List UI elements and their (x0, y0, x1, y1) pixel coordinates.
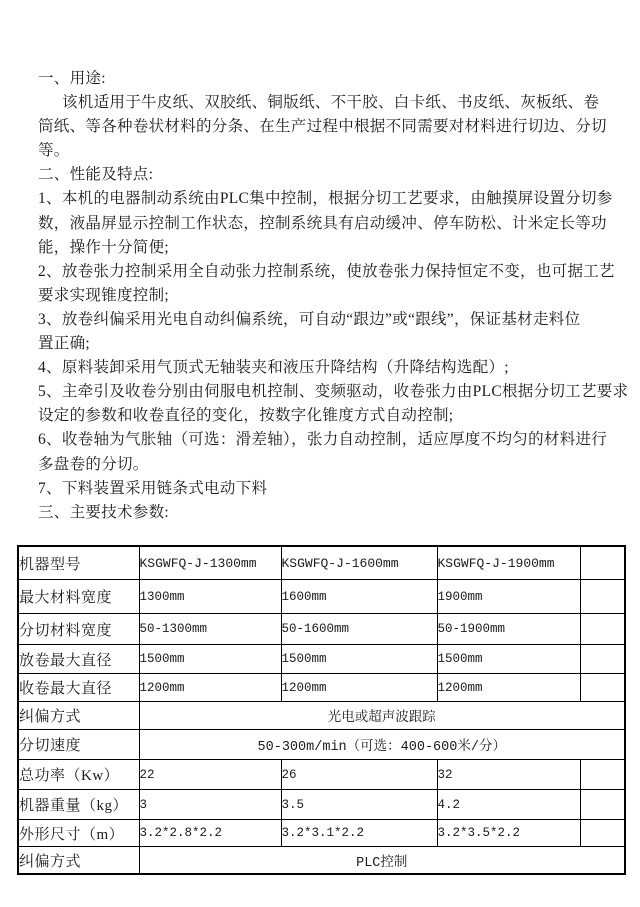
value-cell: 50-1300mm (139, 614, 281, 645)
value-cell: 26 (281, 760, 437, 790)
empty-cell (580, 645, 625, 674)
body-line: 7、下料装置采用链条式电动下料 (38, 479, 268, 497)
empty-cell (580, 674, 625, 702)
specs-table (17, 545, 626, 875)
value-cell: 3 (139, 790, 281, 820)
merged-value-cell: 50-300m/min（可选：400-600米/分） (139, 730, 625, 760)
merged-value-cell: PLC控制 (139, 847, 625, 875)
value-cell: 1200mm (437, 674, 580, 702)
row-label-cell: 分切速度 (18, 730, 139, 760)
table-row (18, 847, 625, 875)
value-cell: 1600mm (281, 580, 437, 614)
empty-cell (580, 546, 625, 580)
table-row (18, 730, 625, 760)
value-cell: 1500mm (139, 645, 281, 674)
value-cell: 50-1600mm (281, 614, 437, 645)
value-cell: 1500mm (437, 645, 580, 674)
empty-cell (580, 760, 625, 790)
table-row (18, 760, 625, 790)
body-line: 6、收卷轴为气胀轴（可选：滑差轴），张力自动控制，适应厚度不均匀的材料进行 (38, 431, 608, 449)
value-cell: KSGWFQ-J-1600mm (281, 546, 437, 580)
body-line: 能，操作十分简便; (38, 238, 170, 256)
empty-cell (580, 580, 625, 614)
value-cell: 1900mm (437, 580, 580, 614)
value-cell: 1300mm (139, 580, 281, 614)
body-line: 等。 (38, 142, 70, 160)
value-cell: 3.5 (281, 790, 437, 820)
table-row (18, 580, 625, 614)
table-row (18, 674, 625, 702)
row-label-cell: 纠偏方式 (18, 847, 139, 875)
table-row (18, 820, 625, 847)
row-label-cell: 机器重量（kg） (18, 790, 139, 820)
row-label-cell: 最大材料宽度 (18, 580, 139, 614)
empty-cell (580, 614, 625, 645)
document-body (38, 67, 629, 525)
empty-cell (580, 820, 625, 847)
body-line: 1、本机的电器制动系统由PLC集中控制，根据分切工艺要求，由触摸屏设置分切参 (38, 190, 613, 208)
row-label-cell: 总功率（Kw） (18, 760, 139, 790)
table-row (18, 645, 625, 674)
body-line: 三、主要技术参数: (38, 503, 170, 521)
body-line: 数，液晶屏显示控制工作状态，控制系统具有启动缓冲、停车防松、计米定长等功 (38, 214, 607, 232)
body-line: 多盘卷的分切。 (38, 455, 149, 473)
body-line: 4、原料装卸采用气顶式无轴装夹和液压升降结构（升降结构选配）; (38, 359, 509, 377)
body-line: 2、放卷张力控制采用全自动张力控制系统，使放卷张力保持恒定不变，也可据工艺 (38, 262, 615, 280)
empty-cell (580, 790, 625, 820)
row-label-cell: 纠偏方式 (18, 702, 139, 730)
value-cell: 1200mm (281, 674, 437, 702)
row-label-cell: 机器型号 (18, 546, 139, 580)
row-label-cell: 放卷最大直径 (18, 645, 139, 674)
body-line: 要求实现锥度控制; (38, 286, 170, 304)
value-cell: 22 (139, 760, 281, 790)
value-cell: 1500mm (281, 645, 437, 674)
value-cell: 50-1900mm (437, 614, 580, 645)
body-line: 二、性能及特点: (38, 166, 154, 184)
body-line: 5、主牵引及收卷分别由伺服电机控制、变频驱动，收卷张力由PLC根据分切工艺要求 (38, 383, 629, 401)
specs-table-body (18, 546, 625, 874)
row-label-cell: 收卷最大直径 (18, 674, 139, 702)
value-cell: 4.2 (437, 790, 580, 820)
value-cell: 1200mm (139, 674, 281, 702)
body-line: 筒纸、等各种卷状材料的分条、在生产过程中根据不同需要对材料进行切边、分切 (38, 118, 607, 136)
body-line: 设定的参数和收卷直径的变化，按数字化锥度方式自动控制; (38, 407, 454, 425)
value-cell: KSGWFQ-J-1300mm (139, 546, 281, 580)
value-cell: KSGWFQ-J-1900mm (437, 546, 580, 580)
table-row (18, 790, 625, 820)
value-cell: 32 (437, 760, 580, 790)
body-line: 一、用途: (38, 70, 106, 87)
row-label-cell: 外形尺寸（m） (18, 820, 139, 847)
merged-value-cell: 光电或超声波跟踪 (139, 702, 625, 730)
row-label-cell: 分切材料宽度 (18, 614, 139, 645)
body-line: 3、放卷纠偏采用光电自动纠偏系统，可自动“跟边”或“跟线”，保证基材走料位 (38, 310, 581, 328)
body-line: 置正确; (38, 335, 91, 353)
table-row (18, 546, 625, 580)
table-row (18, 702, 625, 730)
table-row (18, 614, 625, 645)
value-cell: 3.2*2.8*2.2 (139, 820, 281, 847)
value-cell: 3.2*3.5*2.2 (437, 820, 580, 847)
body-line: 该机适用于牛皮纸、双胶纸、铜版纸、不干胶、白卡纸、书皮纸、灰板纸、卷 (62, 94, 600, 112)
value-cell: 3.2*3.1*2.2 (281, 820, 437, 847)
